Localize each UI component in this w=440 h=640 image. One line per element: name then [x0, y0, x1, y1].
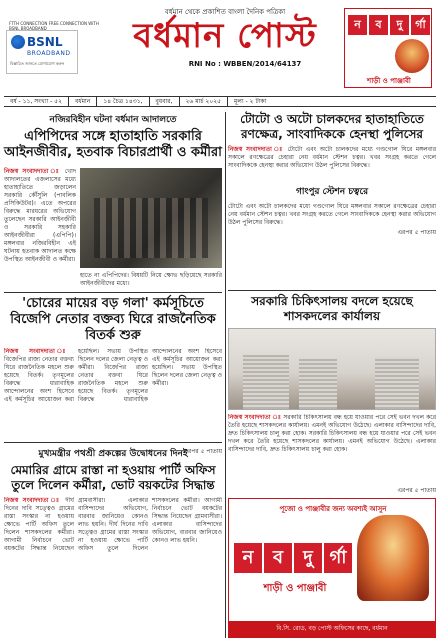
nabadurga-label: শাড়ী ও পাঞ্জাবী: [367, 77, 411, 85]
bsnl-brand: BSNL: [27, 35, 63, 49]
story-lead: নিজস্ব সংবাদদাতা ঃ: [4, 348, 74, 355]
story-headline[interactable]: এপিপিদের সঙ্গে হাতাহাতি সরকারি আইনজীবীর, হতবাক বিচারপ্রার্থী ও কর্মীরা: [4, 129, 222, 160]
court-photo: [80, 168, 222, 268]
masthead: [0, 0, 440, 96]
story-text: টোটো এবং অটো চালকদের মধ্যে গণ্ডগোল ঘিরে মঙ্গলবার সকালে রণক্ষেত্রের চেহারা নেয় বর্ধমান স্টেশন চত্বর। খবর সংগ্রহ করতে গেলে সাংবাদিককে হেনস্থা করার অভিযোগ উঠল পুলিসের বিরুদ্ধে।: [228, 146, 436, 169]
issue-price: মূল্য - ২ টাকা: [234, 98, 267, 105]
story-continued: এরপর ৫ পাতায়: [397, 229, 436, 236]
paper-tagline: বর্ধমান থেকে প্রকাশিত বাংলা দৈনিক পত্রিকা: [164, 8, 286, 16]
section-divider: [4, 292, 222, 293]
story-headline[interactable]: মেমারির গ্রামে রাস্তা না হওয়ায় পার্টি অফিস তুলে দিলেন কর্মীরা, ভোট বয়কটের সিদ্ধান্ত: [10, 463, 216, 492]
story-lead: নিজস্ব সংবাদদাতা ঃ: [228, 414, 282, 421]
issue-weekday: বুধবার,: [150, 97, 180, 106]
story-lead: নিজস্ব সংবাদদাতা ঃ: [228, 146, 284, 153]
logo-letter: দু: [294, 543, 322, 573]
story-text: খোদ আদালতের এজলাসের মধ্যে হাতাহাতিতে জড়ালেন সরকারি কৌঁসুলি (পাবলিক প্রসিকিউটর)। এতে অপরের বিরুদ্ধে মারধরের অভিযোগ তুলেছেন সরকারি আইনজীবী ও সরকারি সহকারি আইনজীবীরা (এপিপি)। মঙ্গলবার নজিরবিহীন এই ঘটনায় হতবাক আদালত কক্ষে উপস্থিত আইনজীবী ও কর্মীরা।: [4, 168, 76, 263]
section-divider: [228, 290, 436, 291]
story-body: [228, 146, 436, 170]
paper-title: বর্ধমান পোস্ট: [133, 16, 317, 56]
story-body: [4, 497, 222, 593]
photo-caption: হাতে না এপিপিদের। বিষয়টি নিয়ে ক্ষোভ ছড়িয়েছে সরকারি আইনজীবীদের মধ্যে।: [80, 272, 222, 287]
goddess-image: [395, 39, 429, 73]
nabadurga-ad-bottom[interactable]: [228, 498, 436, 638]
story-bjp-remark[interactable]: [4, 296, 222, 456]
section-divider: [4, 442, 222, 443]
story-text: টোটো এবং অটো চালকদের মধ্যে গণ্ডগোল ঘিরে মঙ্গলবার সকালে রণক্ষেত্রের চেহারা নেয় বর্ধমান স্টেশন চত্বর। খবর সংগ্রহ করতে গেলে সাংবাদিককে হেনস্থা করার অভিযোগ উঠল পুলিসের বিরুদ্ধে।: [228, 203, 436, 226]
logo-letter: র্গা: [411, 15, 430, 35]
story-court-scuffle[interactable]: [4, 112, 222, 287]
story-headline[interactable]: 'চোরের মায়ের বড় গলা' কর্মসূচিতে বিজেপি নেতার বক্তব্য ঘিরে রাজনৈতিক বিতর্ক শুরু: [10, 296, 216, 343]
issue-city: বর্ধমান: [69, 97, 97, 106]
logo-letter: র্গা: [324, 543, 352, 573]
nabadurga-ad-top[interactable]: [344, 8, 432, 88]
shutter: [299, 359, 337, 409]
issue-volume: বর্ষ - ১১, সংখ্যা - ৫২: [4, 97, 69, 106]
story-kicker: মুখ্যমন্ত্রীর পথশ্রী প্রকল্পের উদ্বোধনের দিনই: [38, 449, 188, 459]
story-subhead: গাংপুর স্টেশন চত্বরে: [295, 187, 369, 197]
shutter: [243, 355, 289, 409]
story-text: সরকারি চিকিৎসালয় বন্ধ হয়ে যাওয়ার পরে সেই ভবন দখল করে তৈরি হয়েছে শাসকদলের কার্যালয়। এমনই অভিযোগ উঠেছে। এলাকার বাসিন্দাদের দাবি, দ্রুত চিকিৎসালয় চালু করা হোক।: [228, 414, 436, 437]
story-body: [4, 348, 222, 448]
story-headline[interactable]: সরকারি চিকিৎসালয় বদলে হয়েছে শাসকদলের কার্যালয়: [251, 294, 413, 323]
column-divider: [225, 112, 226, 638]
issue-date: ২৬ মার্চ ২০২৫: [180, 97, 229, 106]
story-kicker: নজিরবিহীন ঘটনা বর্ধমান আদালতে: [49, 115, 177, 125]
bsnl-fine-print: FTTH CONNECTION FREE CONNECTION WITH BSNL BROADBAND: [9, 21, 99, 31]
issue-info-bar: [4, 96, 436, 107]
story-text: বিজেপির রাজ্য নেতার বক্তব্য ঘিরে রাজনৈতিক মহলে শুরু হয়েছে বিতর্ক। তৃণমূলের বিরুদ্ধে ধারাবাহিক আন্দোলনের অংশ হিসেবে এই কর্মসূচির আয়োজন করা হয়েছিল। সভায় উপস্থিত ছিলেন দলের জেলা নেতৃত্ব ও কর্মীরা।: [78, 348, 222, 403]
ad-tagline: পূজো ও পাঞ্জাবীর জন্য অবশ্যই আসুন: [279, 505, 387, 513]
story-text: বিজেপির রাজ্য নেতার বক্তব্য ঘিরে রাজনৈতিক মহলে শুরু হয়েছে বিতর্ক। তৃণমূলের বিরুদ্ধে ধারাবাহিক আন্দোলনের অংশ হিসেবে এই কর্মসূচির আয়োজন করা হয়েছিল। সভায় উপস্থিত ছিলেন দলের জেলা নেতৃত্ব ও কর্মীরা।: [4, 348, 148, 403]
story-lead: নিজস্ব সংবাদদাতা ঃ: [4, 168, 61, 175]
rni-number: RNI No : WBBEN/2014/64137: [188, 60, 302, 68]
story-text: দীর্ঘ দিনের দাবি সত্ত্বেও গ্রামের রাস্তা সংস্কার না হওয়ায় ক্ষোভে পার্টি অফিস তুলে দিলেন শাসকদলের কর্মীরা। আগামী নির্বাচনে ভোট বয়কটের সিদ্ধান্ত নিয়েছেন গ্রামবাসীরা। এলাকার বাসিন্দাদের অভিযোগ, বারবার জানিয়েও কোনও লাভ হয়নি।: [78, 497, 222, 552]
story-toto-auto[interactable]: [228, 112, 436, 237]
clinic-building-photo: [228, 328, 436, 410]
logo-letter: ন: [348, 15, 367, 35]
story-text: দীর্ঘ দিনের দাবি সত্ত্বেও গ্রামের রাস্তা সংস্কার না হওয়ায় ক্ষোভে পার্টি অফিস তুলে দিলেন শাসকদলের কর্মীরা। আগামী নির্বাচনে ভোট বয়কটের সিদ্ধান্ত নিয়েছেন গ্রামবাসীরা। এলাকার বাসিন্দাদের অভিযোগ, বারবার জানিয়েও কোনও লাভ হয়নি।: [4, 497, 148, 552]
issue-bengali-date: ১৪ চৈত্র ১৪৩১,: [97, 97, 149, 106]
logo-letter: ন: [234, 543, 262, 573]
ad-sari-label: শাড়ী ও পাঞ্জাবী: [263, 583, 327, 594]
story-memari-road[interactable]: [4, 446, 222, 593]
bsnl-sub: BROADBAND: [27, 50, 71, 57]
story-clinic-office[interactable]: [228, 294, 436, 494]
story-body: [228, 414, 436, 486]
goddess-image: [357, 515, 429, 601]
nabadurga-logo: [233, 543, 353, 573]
story-body-2: [228, 203, 436, 227]
nabadurga-logo: [347, 15, 431, 35]
story-headline[interactable]: টোটো ও অটো চালকদের হাতাহাতিতে রণক্ষেত্র, সাংবাদিককে হেনস্থা পুলিসের: [240, 112, 424, 141]
shutter: [375, 357, 419, 409]
logo-letter: ব: [264, 543, 292, 573]
logo-letter: দু: [390, 15, 409, 35]
logo-letter: ব: [369, 15, 388, 35]
story-body: [4, 168, 76, 264]
story-continued: এরপর ৫ পাতায়: [397, 487, 436, 494]
bsnl-logo-icon: [11, 35, 25, 49]
story-lead: নিজস্ব সংবাদদাতা ঃ: [4, 497, 62, 504]
bsnl-advertisement[interactable]: [6, 21, 99, 74]
bsnl-contact: বিস্তারিত জানতে যোগাযোগ করুন: [10, 61, 65, 66]
story-continued: এরপর ৫ পাতায়: [183, 448, 222, 455]
ad-address: বি.সি. রোড, বড় পোস্ট অফিসের কাছে, বর্ধমান: [229, 621, 435, 637]
story-text: সরকারি চিকিৎসালয় বন্ধ হয়ে যাওয়ার পরে সেই ভবন দখল করে তৈরি হয়েছে শাসকদলের কার্যালয়। এমনই অভিযোগ উঠেছে। এলাকার বাসিন্দাদের দাবি, দ্রুত চিকিৎসালয় চালু করা হোক।: [228, 430, 436, 453]
